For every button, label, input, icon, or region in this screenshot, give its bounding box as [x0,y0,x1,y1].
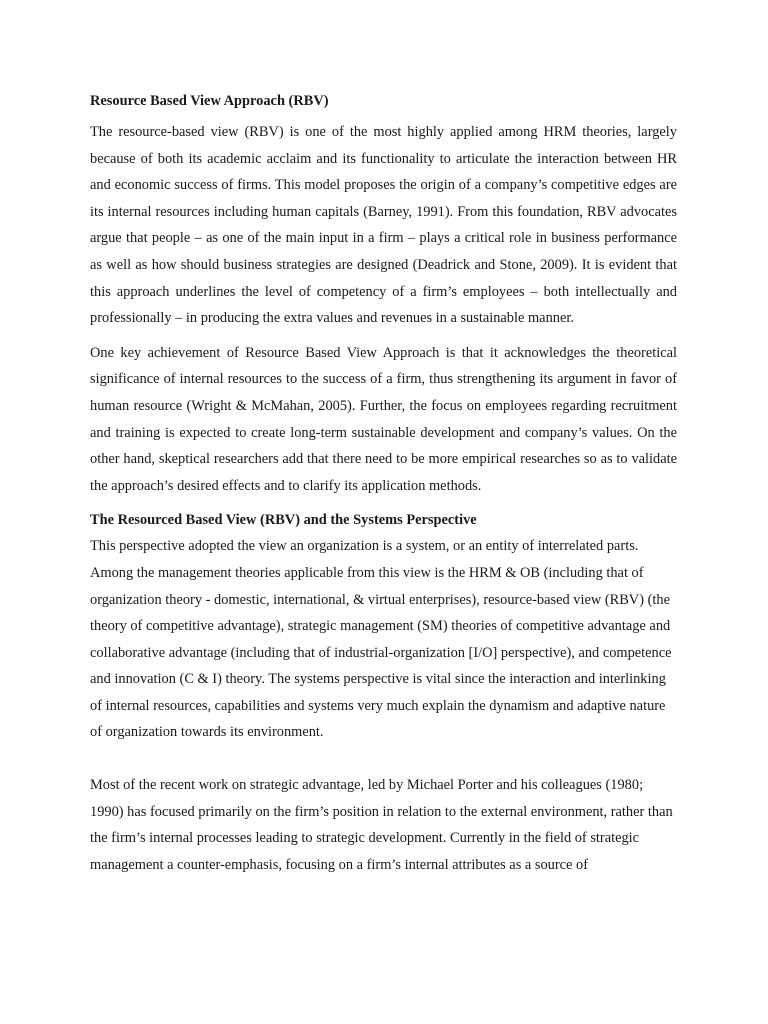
section-heading-rbv: Resource Based View Approach (RBV) [90,93,329,109]
section-heading-systems-perspective: The Resourced Based View (RBV) and the Systems Perspective [90,512,477,529]
paragraph-systems-perspective: This perspective adopted the view an organization is a system, or an entity of interrelated parts. Among the management theories applicable from this view is the HRM & OB (including that of organization theory - domestic, international, & virtual enterprises), resource-based view (RBV) (the theory of competitive advantage), strategic management (SM) theories of competitive advantage and collaborative advantage (including that of industrial-organization [I/O] perspective), and competence and innovation (C & I) theory. The systems perspective is vital since the interaction and interlinking of internal resources, capabilities and systems very much explain the dynamism and adaptive nature of organization towards its environment. [90,538,672,741]
paragraph-rbv-achievement: One key achievement of Resource Based View Approach is that it acknowledges the theoretical significance of internal resources to the success of a firm, thus strengthening its argument in favor of human resource (Wright & McMahan, 2005). Further, the focus on employees regarding recruitment and training is expected to create long-term sustainable development and company’s values. On the other hand, skeptical researchers add that there need to be more empirical researches so as to validate the approach’s desired effects and to clarify its application methods. [90,344,677,494]
paragraph-spacer [90,746,677,772]
paragraph-rbv-intro: The resource-based view (RBV) is one of the most highly applied among HRM theories, largely because of both its academic acclaim and its functionality to articulate the interaction between HR and economic success of firms. This model proposes the origin of a company’s competitive edges are its internal resources including human capitals (Barney, 1991). From this foundation, RBV advocates argue that people – as one of the main input in a firm – plays a critical role in business performance as well as how should business strategies are designed (Deadrick and Stone, 2009). It is evident that this approach underlines the level of competency of a firm’s employees – both intellectually and professionally – in producing the extra values and revenues in a sustainable manner. [90,124,677,327]
paragraph-strategic-advantage: Most of the recent work on strategic advantage, led by Michael Porter and his colleagues (1980; 1990) has focused primarily on the firm’s position in relation to the external environment, rather than the firm’s internal processes leading to strategic development. Currently in the field of strategic management a counter-emphasis, focusing on a firm’s internal attributes as a source of [90,777,673,873]
document-page [90,88,677,878]
